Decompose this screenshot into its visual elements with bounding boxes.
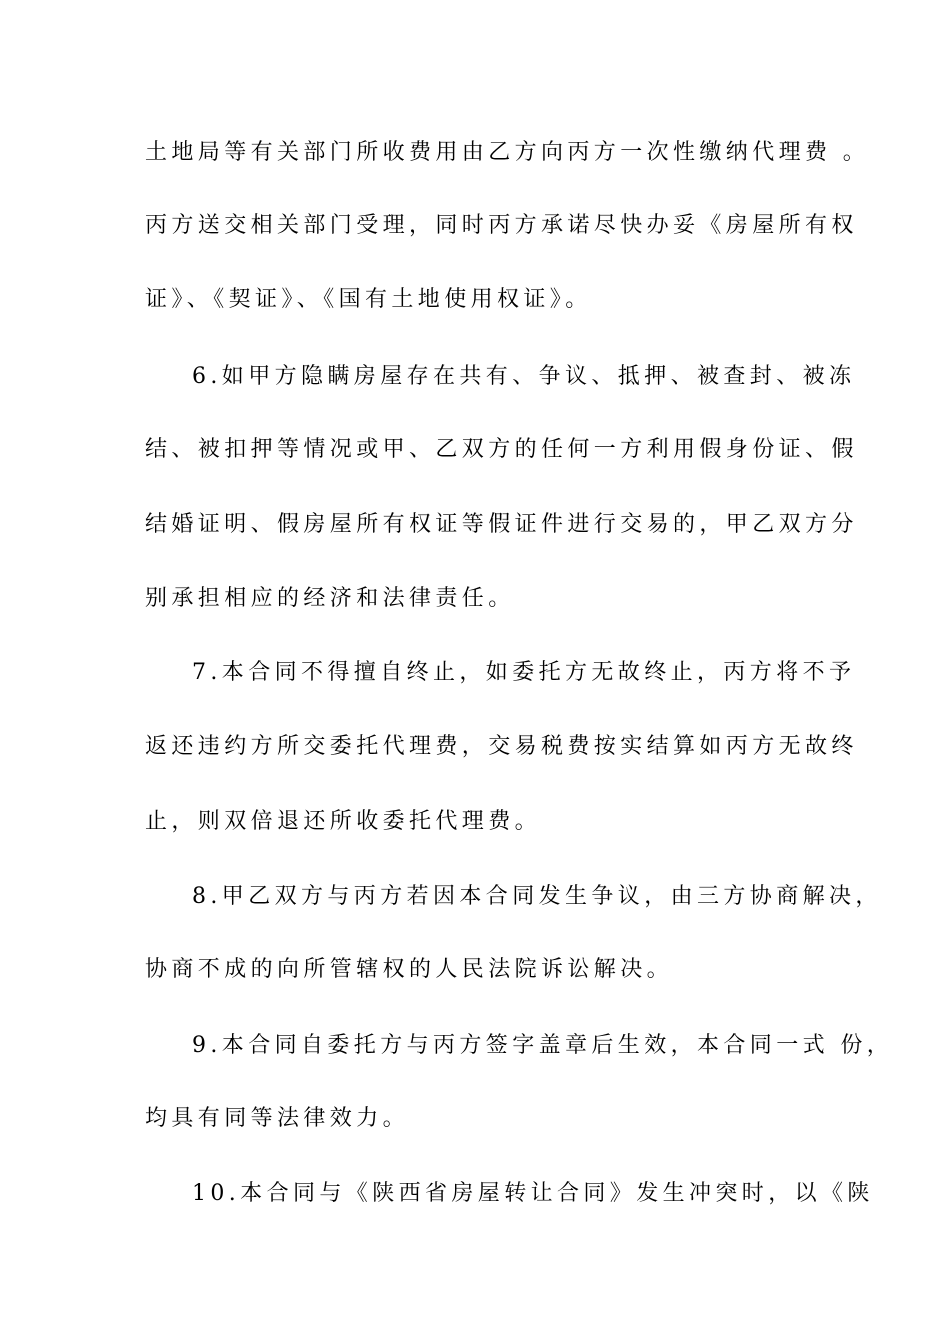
- clause-7-line: 7.本合同不得擅自终止，如委托方无故终止，丙方将不予: [192, 660, 856, 685]
- text-line: 证》、《契证》、《国有土地使用权证》。: [145, 287, 592, 312]
- text-line: 返还违约方所交委托代理费，交易税费按实结算如丙方无故终: [145, 734, 858, 759]
- text-line: 协商不成的向所管辖权的人民法院诉讼解决。: [145, 957, 674, 982]
- text-line: 结婚证明、假房屋所有权证等假证件进行交易的，甲乙双方分: [145, 512, 858, 537]
- clause-10-line: 10.本合同与《陕西省房屋转让合同》发生冲突时，以《陕: [192, 1181, 874, 1206]
- text-line: 土地局等有关部门所收费用由乙方向丙方一次性缴纳代理费 。: [145, 140, 870, 165]
- clause-6-line: 6.如甲方隐瞒房屋存在共有、争议、抵押、被查封、被冻: [192, 364, 856, 389]
- text-line: 结、被扣押等情况或甲、乙双方的任何一方利用假身份证、假: [145, 437, 858, 462]
- text-line: 均具有同等法律效力。: [145, 1106, 410, 1131]
- clause-8-line: 8.甲乙双方与丙方若因本合同发生争议，由三方协商解决，: [192, 884, 882, 909]
- text-line: 别承担相应的经济和法律责任。: [145, 586, 515, 611]
- text-line: 丙方送交相关部门受理，同时丙方承诺尽快办妥《房屋所有权: [145, 213, 858, 238]
- text-line: 止，则双倍退还所收委托代理费。: [145, 809, 542, 834]
- clause-9-line: 9.本合同自委托方与丙方签字盖章后生效，本合同一式 份，: [192, 1033, 894, 1058]
